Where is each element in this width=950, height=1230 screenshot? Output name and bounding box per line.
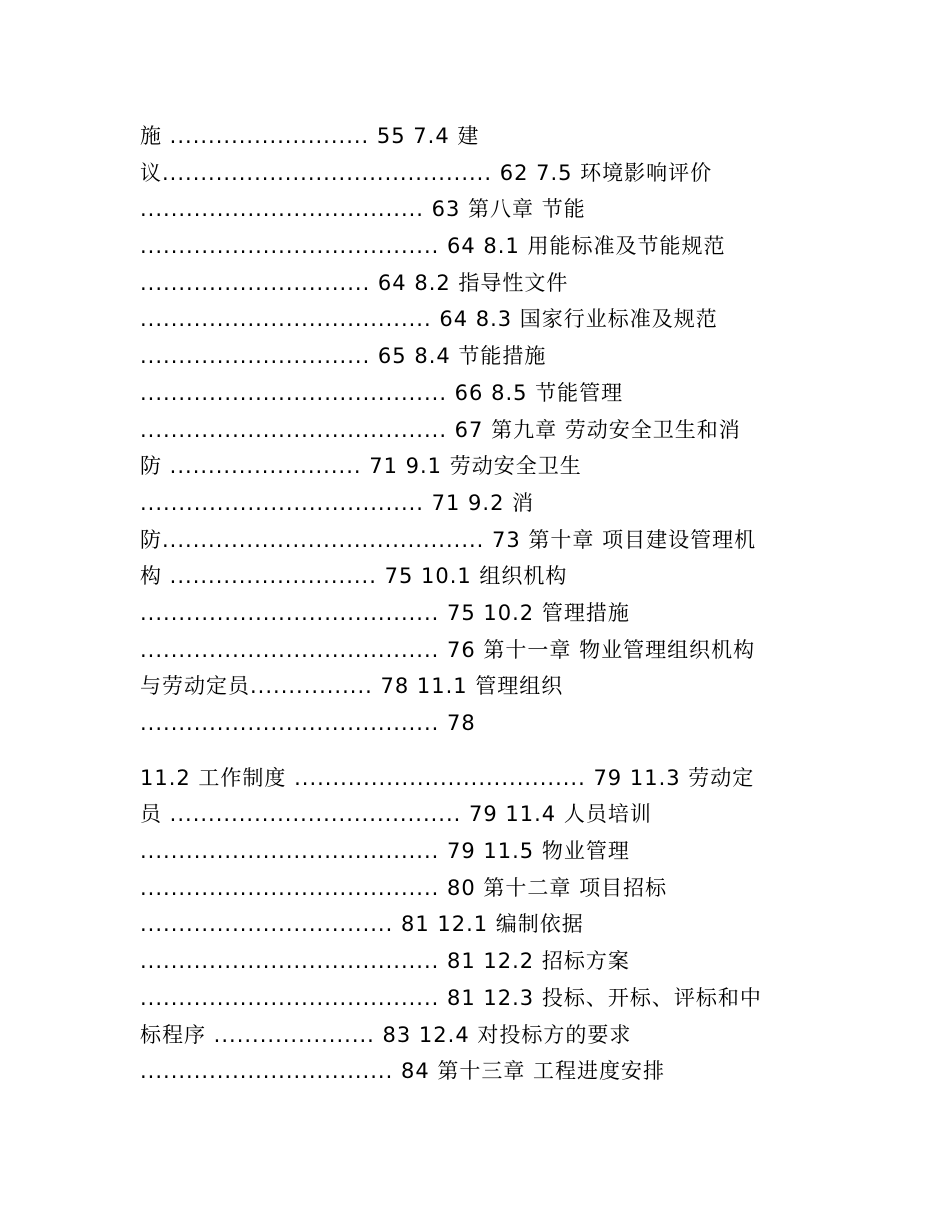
toc-line: 员 ...................................... 79 11.4 人员培训 (140, 802, 652, 827)
toc-line: ................................. 84 第十三章 工程进度安排 (140, 1059, 666, 1084)
toc-line: 与劳动定员................ 78 11.1 管理组织 (140, 674, 564, 699)
toc-line: ....................................... 78 (140, 711, 476, 735)
toc-line: ....................................... 81 12.2 招标方案 (140, 949, 630, 974)
toc-line: ..................................... 63 第八章 节能 (140, 197, 586, 222)
toc-line: 构 ........................... 75 10.1 组织机构 (140, 564, 568, 589)
toc-line: ........................................ 67 第九章 劳动安全卫生和消 (140, 417, 741, 442)
toc-line: 防 ......................... 71 9.1 劳动安全卫生 (140, 454, 582, 479)
toc-line: ....................................... 79 11.5 物业管理 (140, 839, 630, 864)
toc-line: ....................................... 75 10.2 管理措施 (140, 600, 630, 625)
table-of-contents (140, 118, 820, 1090)
toc-line: ........................................ 66 8.5 节能管理 (140, 380, 624, 405)
toc-line: ..................................... 71 9.2 消 (140, 490, 535, 515)
toc-line: ...................................... 64 8.3 国家行业标准及规范 (140, 307, 718, 332)
toc-line: 标程序 ..................... 83 12.4 对投标方的要求 (140, 1022, 632, 1047)
toc-line: ....................................... 81 12.3 投标、开标、评标和中 (140, 985, 762, 1010)
toc-line: .............................. 65 8.4 节能措施 (140, 344, 547, 369)
paragraph-gap (140, 742, 820, 760)
toc-line: .............................. 64 8.2 指导性文件 (140, 270, 569, 295)
toc-line: ....................................... 64 8.1 用能标准及节能规范 (140, 234, 726, 259)
toc-line: ....................................... 80 第十二章 项目招标 (140, 875, 668, 900)
toc-line: 11.2 工作制度 ...................................... 79 11.3 劳动定 (140, 765, 755, 790)
toc-line: ................................. 81 12.1 编制依据 (140, 912, 584, 937)
toc-line: ....................................... 76 第十一章 物业管理组织机构 (140, 637, 756, 662)
toc-line: 防.......................................... 73 第十章 项目建设管理机 (140, 527, 757, 552)
toc-line: 议........................................... 62 7.5 环境影响评价 (140, 160, 713, 185)
toc-line: 施 .......................... 55 7.4 建 (140, 124, 480, 148)
